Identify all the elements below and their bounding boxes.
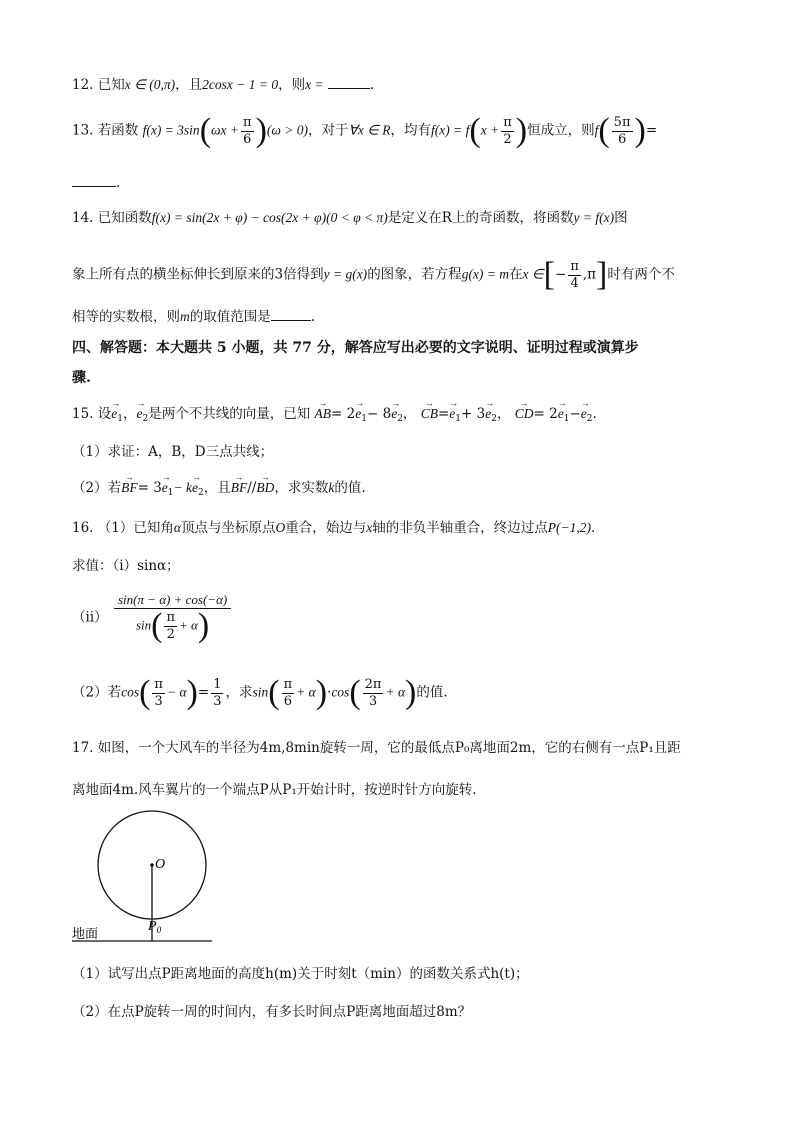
question-14-line-1: 14. 已知函数f(x) = sin(2x + φ) − cos(2x + φ)(0 < φ < π)是定义在R上的奇函数，将函数y = f(x)图 [72, 210, 628, 226]
question-16-part-ii: （ⅱ） sin(π − α) + cos(−α) sin( $\frac{\pi}{2}$ + α) [72, 592, 233, 643]
question-15: 15. 设→ $e_1$，→ $e_2$是两个不共线的向量，已知 → $AB= 2\to e_1- 8\to e_2$， → $CB=\to e_1+ 3\to e_2$， → $CD= 2\to e_1-\to e_2$. [72, 404, 597, 429]
question-13: 13. 若函数 f(x) = 3sin(ωx + $\frac{\pi}{6}$ )(ω > 0)，对于∀x ∈ R，均有f(x) = f(x + $\frac{\pi}{2}$ )恒成立，则f( $\frac{5\pi}{6}$ )= [72, 112, 658, 149]
answer-blank[interactable] [328, 74, 370, 89]
label-P0: $P_0$ [148, 919, 162, 935]
section-4-heading-cont: 骤. [72, 370, 91, 386]
windmill-figure [64, 808, 224, 948]
question-15-part-2: （2）若→ $BF= 3\to e_1- k\to e_2$，且→ BF//→ BD，求实数k的值. [72, 478, 366, 503]
question-17-part-1: （1）试写出点P距离地面的高度h(m)关于时刻t（min）的函数关系式h(t)； [72, 966, 529, 982]
section-4-heading: 四、解答题：本大题共 5 小题，共 77 分，解答应写出必要的文字说明、证明过程或演算步 [72, 340, 639, 356]
question-16-part-2: （2）若cos( $\frac{\pi}{3}$ − α)= $\frac{1}{3}$ ，求sin( $\frac{\pi}{6}$ + α)·cos( $\frac{2\pi}{3}$ + α)的值. [72, 674, 448, 711]
question-12: 12. 已知x ∈ (0,π)，且2cosx − 1 = 0，则x = . [72, 74, 374, 95]
fraction-pi-over-2: $\frac{\pi}{2}$ [503, 114, 512, 147]
fraction-pi-over-4: $\frac{\pi}{4}$ [570, 258, 579, 291]
answer-blank[interactable] [271, 306, 311, 321]
question-14-line-3: 相等的实数根，则m的取值范围是 . [72, 306, 315, 327]
fraction-5pi-over-6: $\frac{5\pi}{6}$ [613, 114, 631, 147]
question-17-line-2: 离地面4m.风车翼片的一个端点P从P₁开始计时，按逆时针方向旋转. [72, 782, 477, 798]
question-16: 16. （1）已知角α顶点与坐标原点O重合，始边与x轴的非负半轴重合，终边过点P(−1,2). [72, 520, 596, 536]
fraction-pi-over-6: $\frac{\pi}{6}$ [243, 114, 252, 147]
label-ground: 地面 [72, 927, 99, 942]
question-14-line-2: 象上所有点的横坐标伸长到原来的3倍得到y = g(x)的图象，若方程g(x) = m在x ∈[− $\frac{\pi}{4}$ ,π]时有两个不 [72, 256, 675, 293]
question-16-ask: 求值：（ⅰ）sinα； [72, 558, 180, 574]
label-O: O [155, 857, 166, 872]
question-13-blank-line: . [72, 172, 120, 193]
answer-blank[interactable] [72, 172, 116, 187]
question-17-line-1: 17. 如图，一个大风车的半径为4m,8min旋转一周，它的最低点P₀离地面2m，它的右侧有一点P₁且距 [72, 740, 681, 756]
fraction-trig-expression: sin(π − α) + cos(−α) sin( $\frac{\pi}{2}$ + α) [114, 592, 231, 643]
question-17-part-2: （2）在点P旋转一周的时间内，有多长时间点P距离地面超过8m？ [72, 1004, 472, 1020]
question-15-part-1: （1）求证：A，B，D三点共线； [72, 444, 274, 460]
